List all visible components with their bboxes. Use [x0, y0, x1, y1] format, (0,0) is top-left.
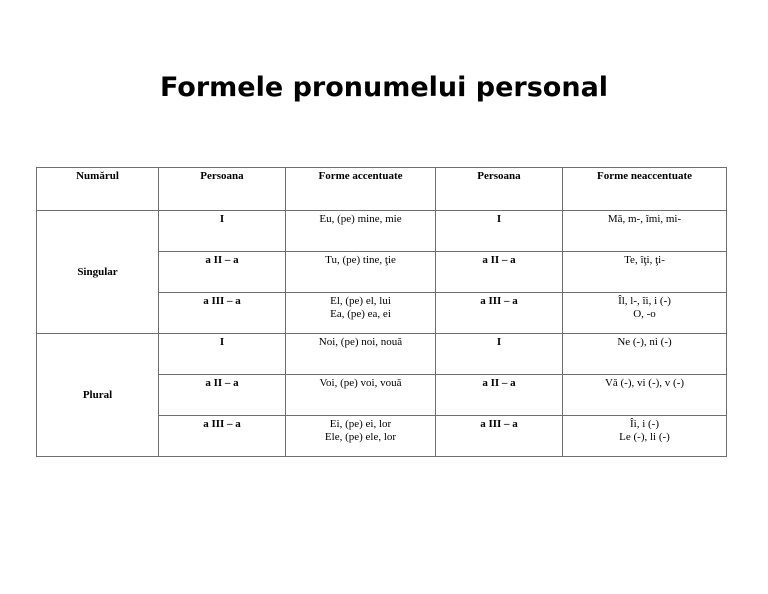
cell-person: I — [159, 211, 286, 252]
cell-accented — [286, 334, 436, 375]
group-label-plural: Plural — [37, 334, 159, 457]
group-label-singular: Singular — [37, 211, 159, 334]
header-forme-neaccentuate: Forme neaccentuate — [563, 168, 727, 211]
cell-person: a II – a — [436, 252, 563, 293]
accented-form: Ele, (pe) ele, lor — [324, 431, 397, 443]
unaccented-form: Vă (-), vi (-), v (-) — [604, 377, 685, 389]
unaccented-form: Ne (-), ni (-) — [617, 336, 672, 348]
cell-accented — [286, 416, 436, 457]
accented-form: Ei, (pe) ei, lor — [329, 418, 392, 430]
accented-form: El, (pe) el, lui — [330, 295, 391, 307]
unaccented-form: Îi, i (-) — [629, 418, 659, 430]
cell-person: a III – a — [436, 416, 563, 457]
accented-form: Eu, (pe) mine, mie — [319, 213, 402, 225]
cell-person: a II – a — [436, 375, 563, 416]
cell-unaccented — [563, 252, 727, 293]
header-forme-accentuate: Forme accentuate — [286, 168, 436, 211]
cell-accented — [286, 375, 436, 416]
unaccented-form: Îl, l-, îi, i (-) — [618, 295, 671, 307]
table-header-row — [37, 168, 727, 211]
accented-form: Ea, (pe) ea, ei — [330, 308, 391, 320]
cell-person: I — [436, 211, 563, 252]
cell-person: a III – a — [159, 416, 286, 457]
cell-accented — [286, 252, 436, 293]
table-row — [37, 211, 727, 252]
cell-unaccented — [563, 416, 727, 457]
header-persoana-2: Persoana — [436, 168, 563, 211]
unaccented-form: Mă, m-, îmi, mi- — [607, 213, 682, 225]
accented-form: Noi, (pe) noi, nouă — [318, 336, 403, 348]
accented-form: Voi, (pe) voi, vouă — [319, 377, 402, 389]
accented-form: Tu, (pe) tine, ţie — [325, 254, 396, 266]
cell-accented — [286, 293, 436, 334]
table-row — [37, 334, 727, 375]
cell-unaccented — [563, 334, 727, 375]
cell-unaccented — [563, 211, 727, 252]
cell-person: a II – a — [159, 252, 286, 293]
cell-person: a III – a — [436, 293, 563, 334]
cell-person: a II – a — [159, 375, 286, 416]
page-title: Formele pronumelui personal — [159, 72, 609, 103]
pronoun-table — [36, 167, 727, 457]
cell-person: I — [436, 334, 563, 375]
cell-person: a III – a — [159, 293, 286, 334]
cell-person: I — [159, 334, 286, 375]
cell-accented — [286, 211, 436, 252]
header-numarul: Numărul — [37, 168, 159, 211]
header-persoana: Persoana — [159, 168, 286, 211]
unaccented-form: O, -o — [633, 308, 656, 320]
unaccented-form: Le (-), li (-) — [619, 431, 670, 443]
cell-unaccented — [563, 375, 727, 416]
cell-unaccented — [563, 293, 727, 334]
unaccented-form: Te, îţi, ţi- — [624, 254, 665, 266]
